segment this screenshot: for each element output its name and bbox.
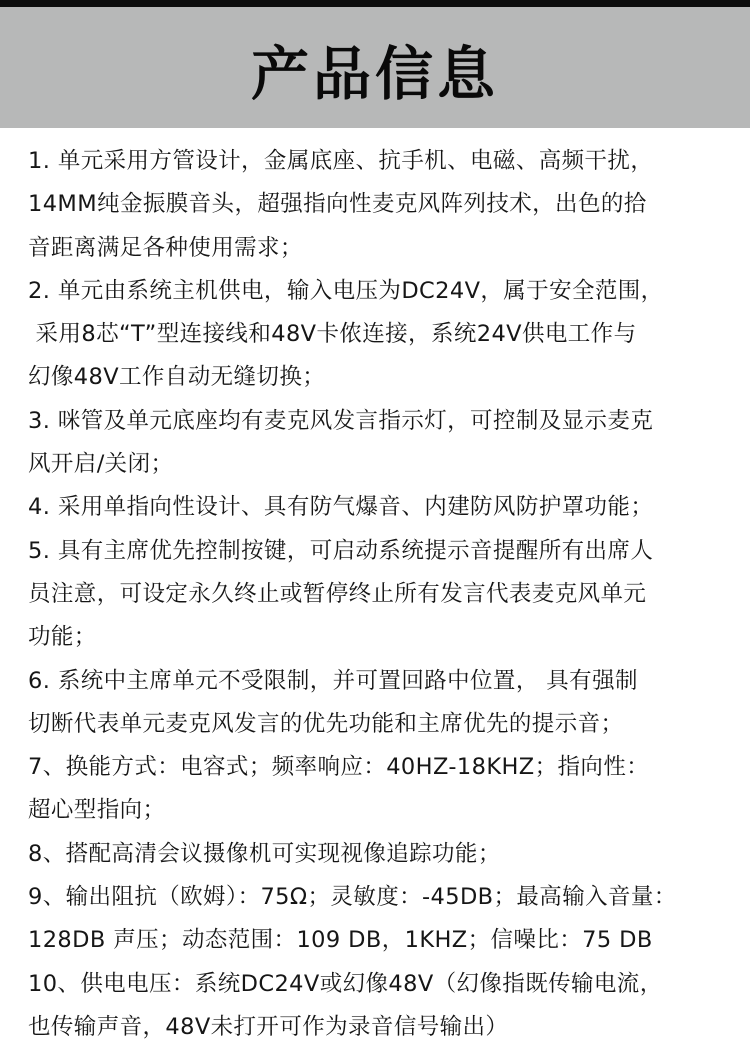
product-info-body <box>28 140 728 1049</box>
text-line: 采用8芯“T”型连接线和48V卡侬连接，系统24V供电工作与 <box>28 321 637 348</box>
text-line: 9、输出阻抗（欧姆）：75Ω；灵敏度：-45DB；最高输入音量： <box>28 884 677 911</box>
text-line: 6. 系统中主席单元不受限制，并可置回路中位置， 具有强制 <box>28 667 638 694</box>
header-banner <box>0 7 750 128</box>
text-line: 3. 咪管及单元底座均有麦克风发言指示灯，可控制及显示麦克 <box>28 407 654 434</box>
text-line: 2. 单元由系统主机供电，输入电压为DC24V，属于安全范围， <box>28 277 664 304</box>
text-line: 7、换能方式：电容式；频率响应：40HZ-18KHZ；指向性： <box>28 754 650 781</box>
text-line: 员注意，可设定永久终止或暂停终止所有发言代表麦克风单元 <box>28 580 647 607</box>
text-line: 4. 采用单指向性设计、具有防气爆音、内建防风防护罩功能； <box>28 494 654 521</box>
text-line: 风开启/关闭； <box>28 451 174 478</box>
text-line: 5. 具有主席优先控制按键，可启动系统提示音提醒所有出席人 <box>28 537 654 564</box>
text-line: 也传输声音，48V未打开可作为录音信号输出） <box>28 1013 509 1040</box>
top-border-bar <box>0 0 750 7</box>
text-line: 10、供电电压：系统DC24V或幻像48V（幻像指既传输电流， <box>28 970 663 997</box>
text-line: 音距离满足各种使用需求； <box>28 234 303 261</box>
text-line: 超心型指向； <box>28 797 166 824</box>
text-line: 幻像48V工作自动无缝切换； <box>28 364 326 391</box>
page-title: 产品信息 <box>250 39 499 108</box>
text-line: 功能； <box>28 624 97 651</box>
text-line: 8、搭配高清会议摄像机可实现视像追踪功能； <box>28 840 501 867</box>
text-line: 切断代表单元麦克风发言的优先功能和主席优先的提示音； <box>28 710 624 737</box>
text-line: 128DB 声压；动态范围：109 DB，1KHZ；信噪比：75 DB <box>28 927 653 954</box>
text-line: 1. 单元采用方管设计，金属底座、抗手机、电磁、高频干扰， <box>28 148 654 174</box>
text-line: 14MM纯金振膜音头，超强指向性麦克风阵列技术，出色的拾 <box>28 191 647 218</box>
